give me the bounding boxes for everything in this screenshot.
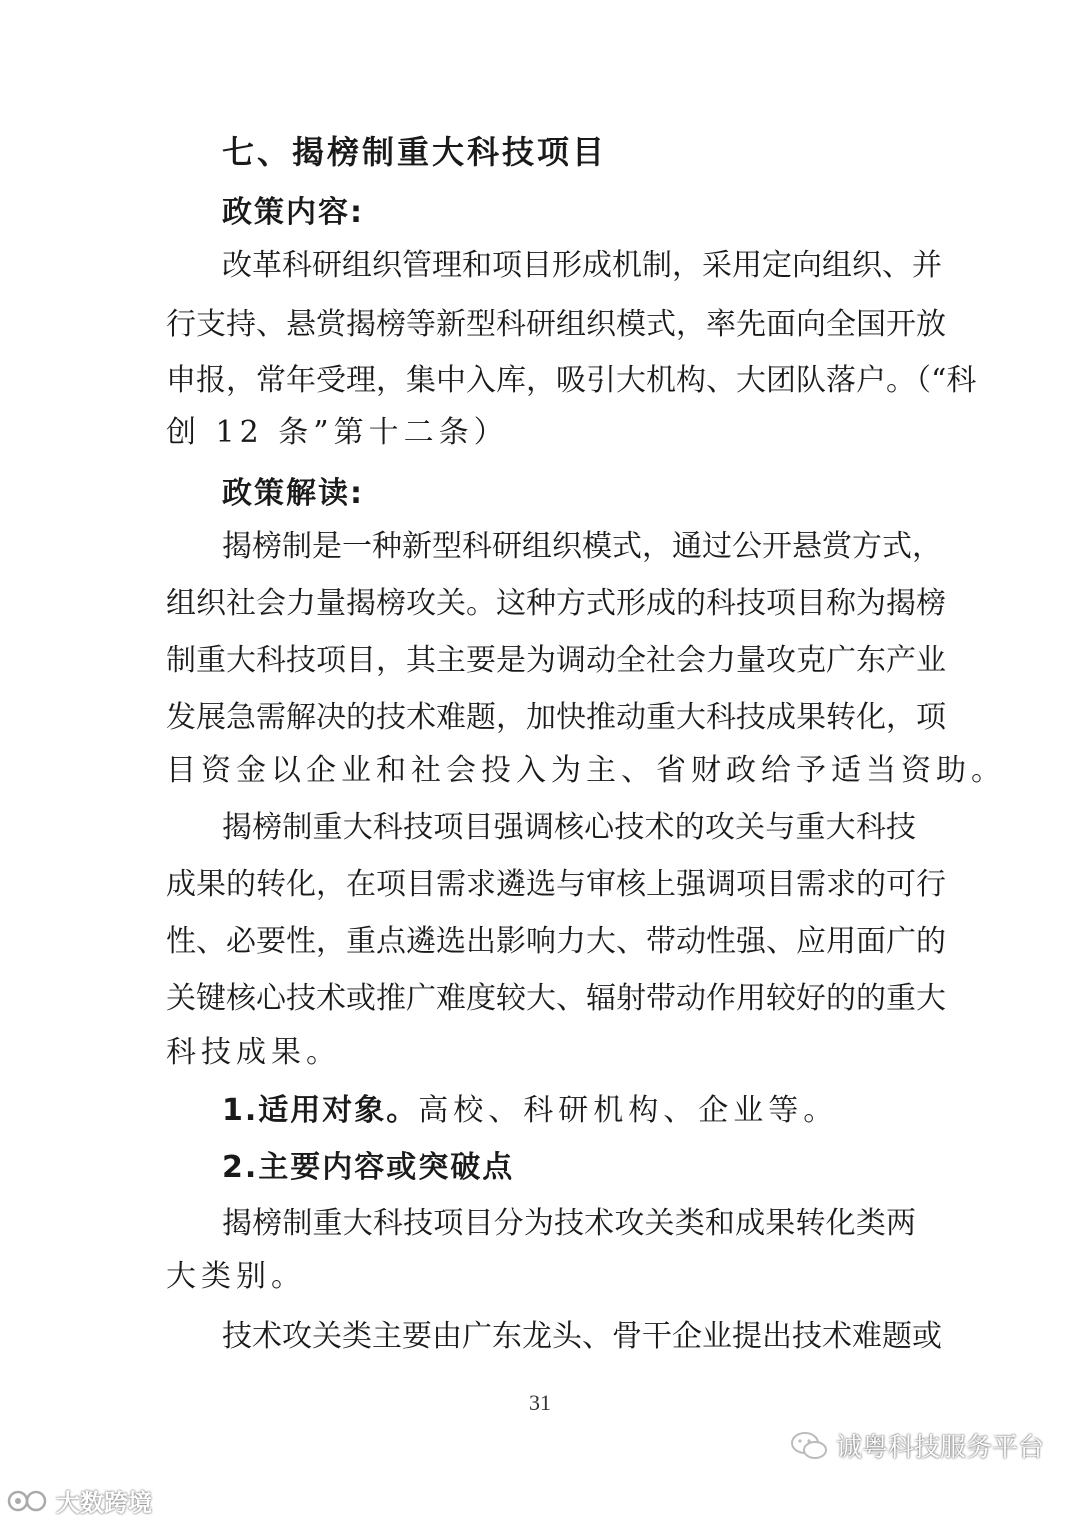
interpretation-line: 目资金以企业和社会投入为主、省财政给予适当资助。	[166, 753, 1006, 788]
policy-content-label: 政策内容:	[222, 195, 364, 230]
item-2-line: 大类别。	[166, 1259, 306, 1294]
wechat-icon	[790, 1430, 828, 1462]
section-heading: 七、揭榜制重大科技项目	[222, 133, 608, 171]
interpretation-line: 成果的转化，在项目需求遴选与审核上强调项目需求的可行	[166, 867, 946, 902]
page-number: 31	[529, 1390, 551, 1415]
watermark-right-text: 诚粤科技服务平台	[835, 1433, 1044, 1463]
watermark-left-text: 大数跨境	[56, 1489, 152, 1517]
interpretation-line: 关键核心技术或推广难度较大、辐射带动作用较好的的重大	[166, 981, 946, 1016]
policy-content-line: 申报，常年受理，集中入库，吸引大机构、大团队落户。（“科	[166, 363, 977, 398]
interpretation-line: 揭榜制重大科技项目强调核心技术的攻关与重大科技	[222, 810, 916, 845]
interpretation-line: 性、必要性，重点遴选出影响力大、带动性强、应用面广的	[166, 924, 946, 959]
interpretation-line: 组织社会力量揭榜攻关。这种方式形成的科技项目称为揭榜	[166, 586, 946, 621]
item-2-line: 揭榜制重大科技项目分为技术攻关类和成果转化类两	[222, 1206, 916, 1241]
interpretation-line: 揭榜制是一种新型科研组织模式，通过公开悬赏方式，	[222, 529, 942, 564]
policy-interpretation-label: 政策解读:	[222, 476, 364, 511]
watermark-left	[6, 1483, 152, 1518]
interpretation-line: 科技成果。	[166, 1035, 341, 1070]
item-1-label: 1.适用对象。	[222, 1093, 419, 1128]
item-1	[222, 1091, 916, 1131]
brand-logo-icon	[6, 1486, 52, 1516]
watermark-right	[790, 1427, 1044, 1464]
policy-content-line: 行支持、悬赏揭榜等新型科研组织模式，率先面向全国开放	[166, 307, 946, 342]
policy-content-line: 创 12 条”第十二条）	[166, 415, 509, 450]
item-2-label: 2.主要内容或突破点	[222, 1150, 515, 1185]
item-1-text: 高校、科研机构、企业等。	[418, 1093, 839, 1128]
item-2-line: 技术攻关类主要由广东龙头、骨干企业提出技术难题或	[222, 1319, 942, 1354]
interpretation-line: 发展急需解决的技术难题，加快推动重大科技成果转化，项	[166, 700, 946, 735]
interpretation-line: 制重大科技项目，其主要是为调动全社会力量攻克广东产业	[166, 643, 946, 678]
policy-content-line: 改革科研组织管理和项目形成机制，采用定向组织、并	[222, 248, 942, 283]
